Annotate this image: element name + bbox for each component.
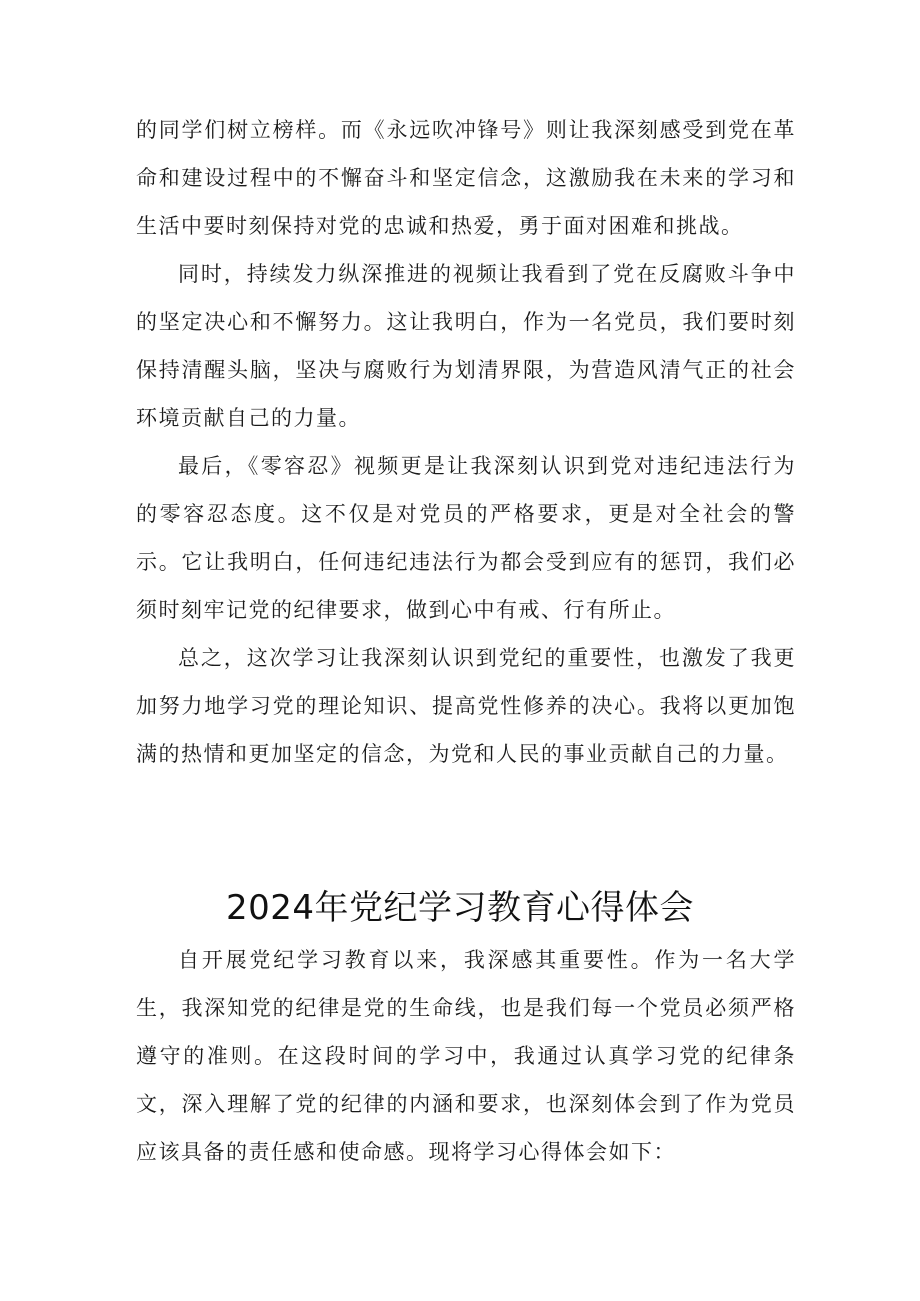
paragraph-continuation: 的同学们树立榜样。而《永远吹冲锋号》则让我深刻感受到党在革命和建设过程中的不懈奋斗和坚定信念，这激励我在未来的学习和生活中要时刻保持对党的忠诚和热爱，勇于面对困难和挑战。 [136, 118, 796, 238]
paragraph-introduction: 自开展党纪学习教育以来，我深感其重要性。作为一名大学生，我深知党的纪律是党的生命线，也是我们每一个党员必须严格遵守的准则。在这段时间的学习中，我通过认真学习党的纪律条文，深入理解了党的纪律的内涵和要求，也深刻体会到了作为党员应该具备的责任感和使命感。现将学习心得体会如下： [136, 948, 796, 1164]
upper-text-block [136, 106, 796, 778]
paragraph-anticorruption: 同时，持续发力纵深推进的视频让我看到了党在反腐败斗争中的坚定决心和不懈努力。这让我明白，作为一名党员，我们要时刻保持清醒头脑，坚决与腐败行为划清界限，为营造风清气正的社会环境贡献自己的力量。 [136, 262, 796, 430]
document-title: 2024年党纪学习教育心得体会 [225, 888, 695, 928]
paragraph-zero-tolerance: 最后，《零容忍》视频更是让我深刻认识到党对违纪违法行为的零容忍态度。这不仅是对党员的严格要求，更是对全社会的警示。它让我明白，任何违纪违法行为都会受到应有的惩罚，我们必须时刻牢记党的纪律要求，做到心中有戒、行有所止。 [136, 454, 796, 622]
paragraph-conclusion: 总之，这次学习让我深刻认识到党纪的重要性，也激发了我更加努力地学习党的理论知识、提高党性修养的决心。我将以更加饱满的热情和更加坚定的信念，为党和人民的事业贡献自己的力量。 [136, 646, 796, 766]
lower-text-block [136, 936, 796, 1176]
